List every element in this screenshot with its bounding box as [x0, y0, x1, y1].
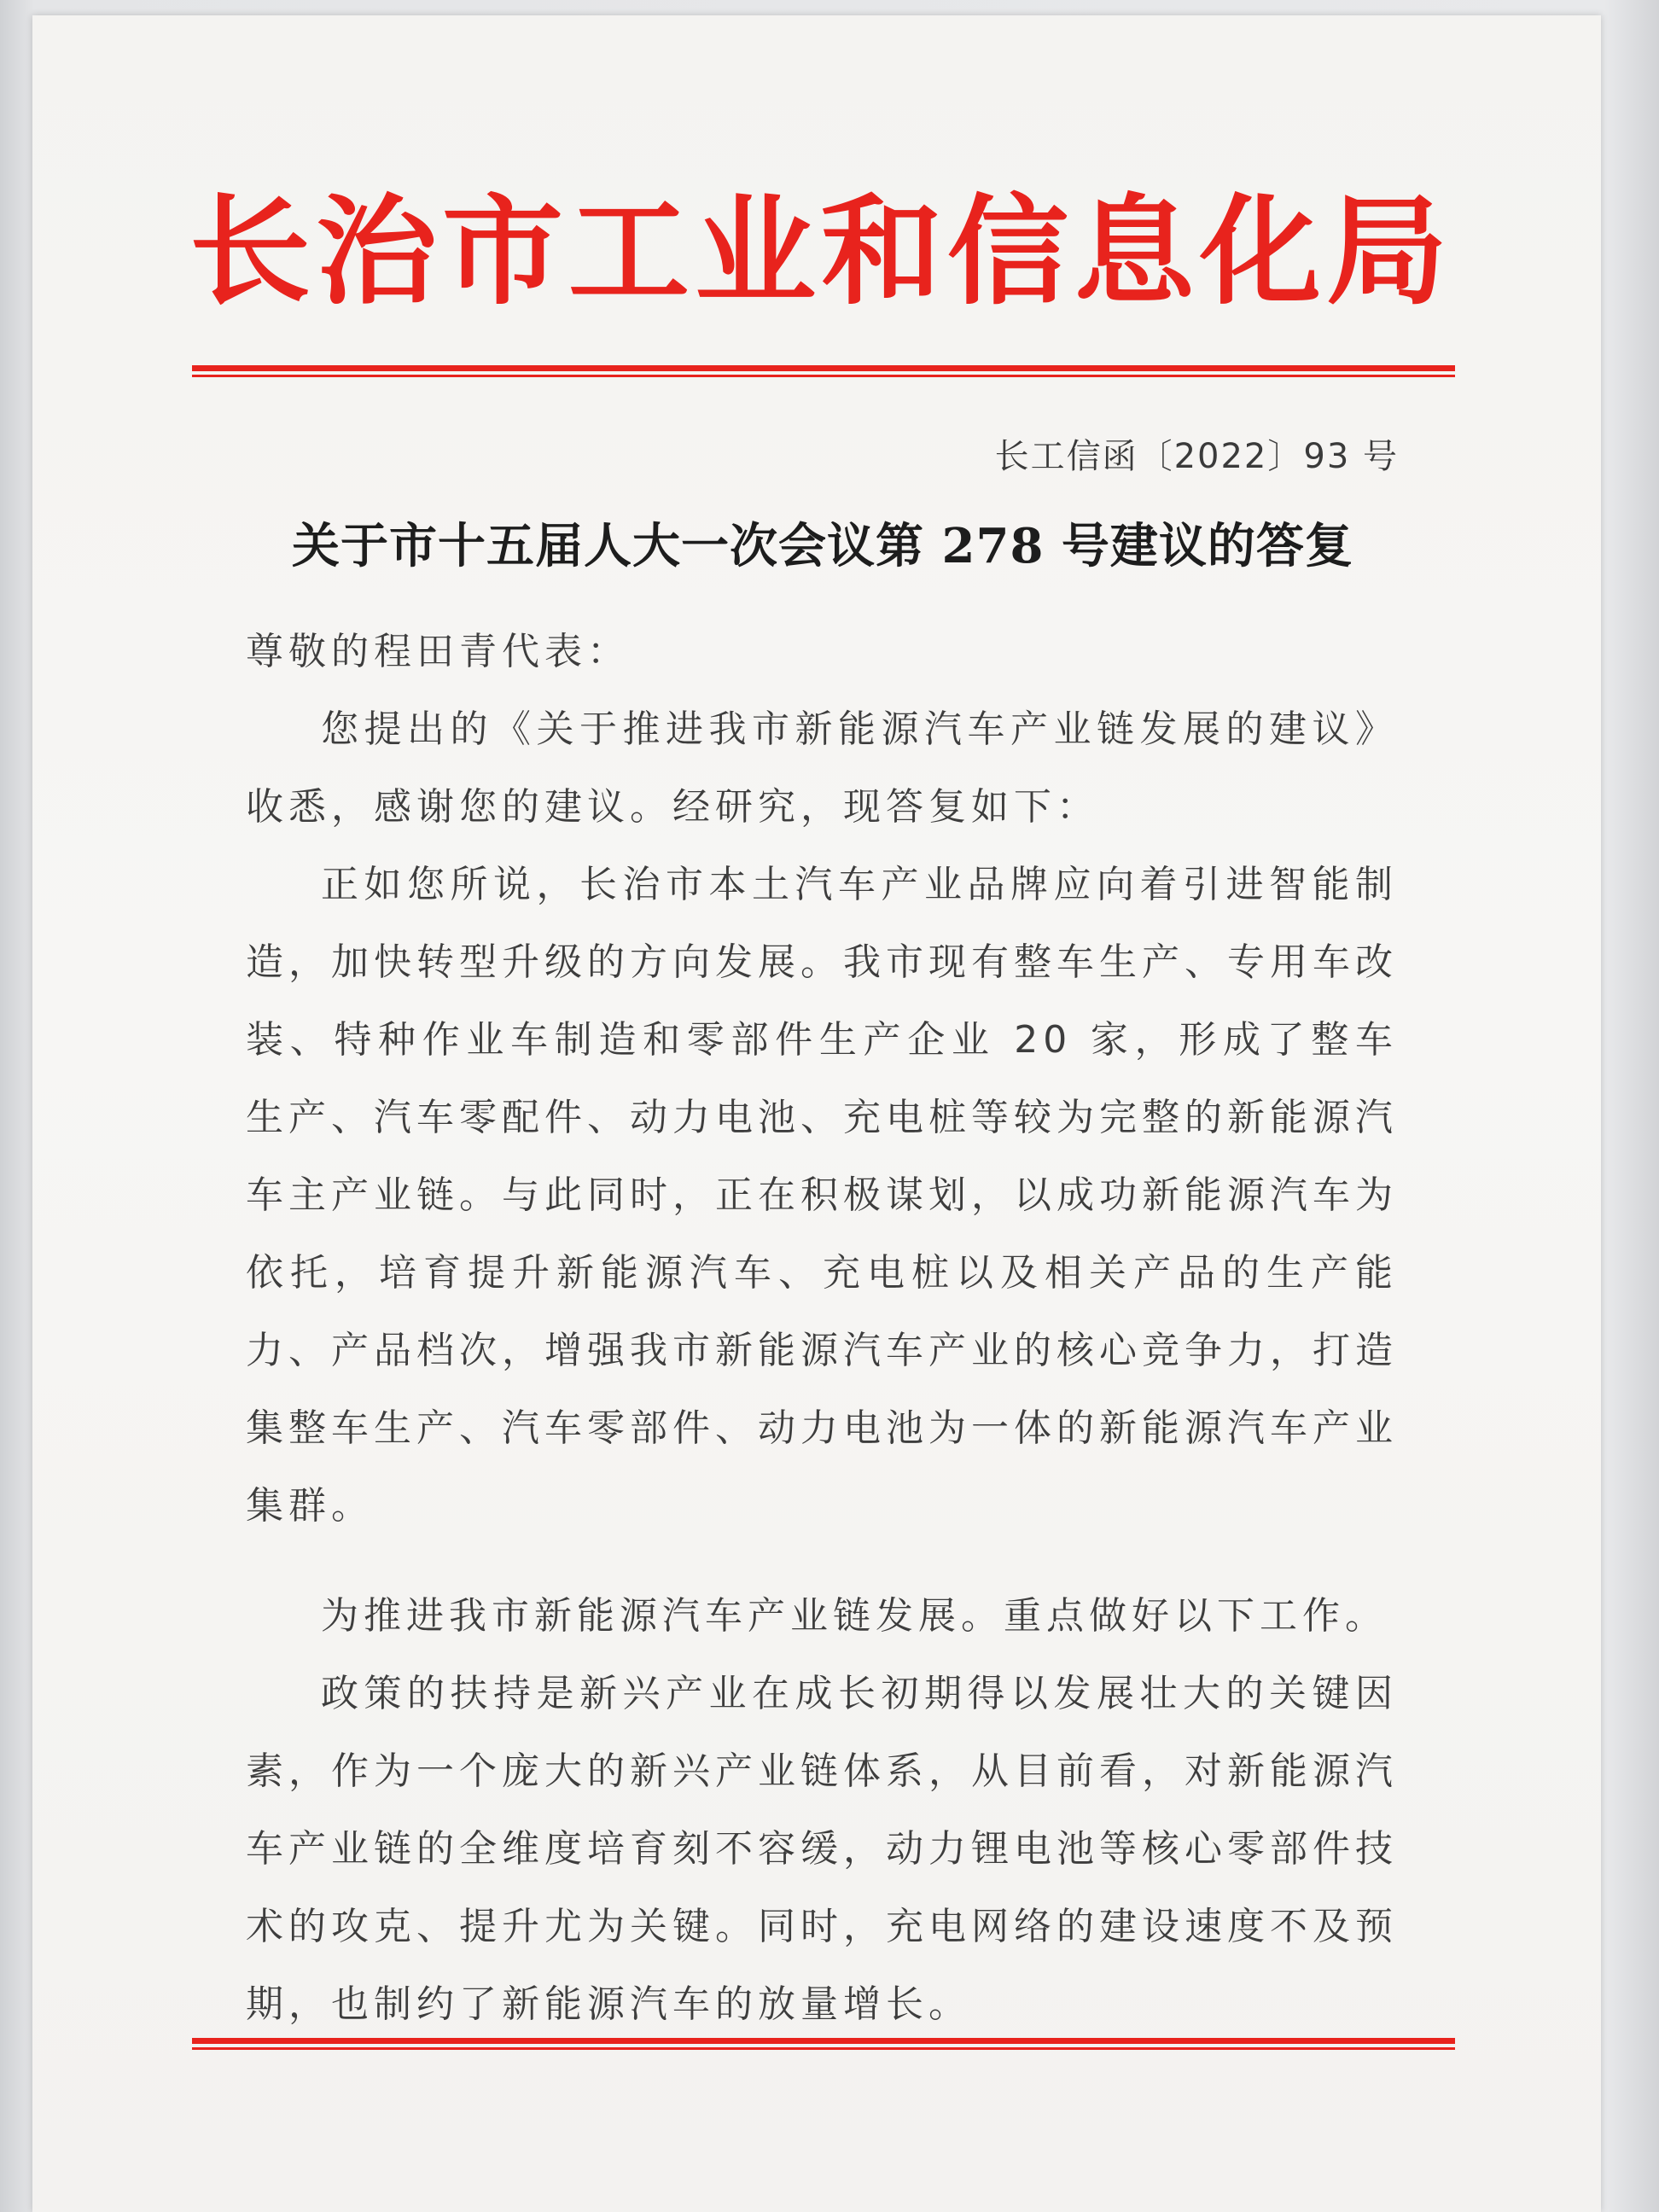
salutation: 尊敬的程田青代表：	[246, 630, 630, 673]
document-number: 长工信函〔2022〕93 号	[994, 437, 1399, 476]
letterhead-divider	[192, 365, 1455, 377]
divider-thin-line	[192, 2047, 1455, 2050]
divider-thin-line	[192, 375, 1455, 377]
body-paragraph: 为推进我市新能源汽车产业链发展。重点做好以下工作。	[321, 1594, 1388, 1638]
letterhead-title: 长治市工业和信息化局	[189, 183, 1452, 322]
body-paragraph: 您提出的《关于推进我市新能源汽车产业链发展的建议》收悉，感谢您的建议。经研究，现答复如下：	[246, 707, 1398, 829]
document-body	[246, 613, 1398, 2043]
divider-thick-line	[192, 365, 1455, 371]
document-title: 关于市十五届人大一次会议第 278 号建议的答复	[292, 518, 1353, 574]
footer-divider	[192, 2038, 1455, 2050]
body-paragraph: 政策的扶持是新兴产业在成长初期得以发展壮大的关键因素，作为一个庞大的新兴产业链体系，从目前看，对新能源汽车产业链的全维度培育刻不容缓，动力锂电池等核心零部件技术的攻克、提升尤为关键。同时，充电网络的建设速度不及预期，也制约了新能源汽车的放量增长。	[246, 1672, 1398, 2026]
divider-thick-line	[192, 2038, 1455, 2044]
body-paragraph: 正如您所说，长治市本土汽车产业品牌应向着引进智能制造，加快转型升级的方向发展。我市现有整车生产、专用车改装、特种作业车制造和零部件生产企业 20 家，形成了整车生产、汽车零配件、动力电池、充电桩等较为完整的新能源汽车主产业链。与此同时，正在积极谋划，以成功新能源汽车为依托，培育提升新能源汽车、充电桩以及相关产品的生产能力、产品档次，增强我市新能源汽车产业的核心竞争力，打造集整车生产、汽车零部件、动力电池为一体的新能源汽车产业集群。	[246, 863, 1398, 1528]
